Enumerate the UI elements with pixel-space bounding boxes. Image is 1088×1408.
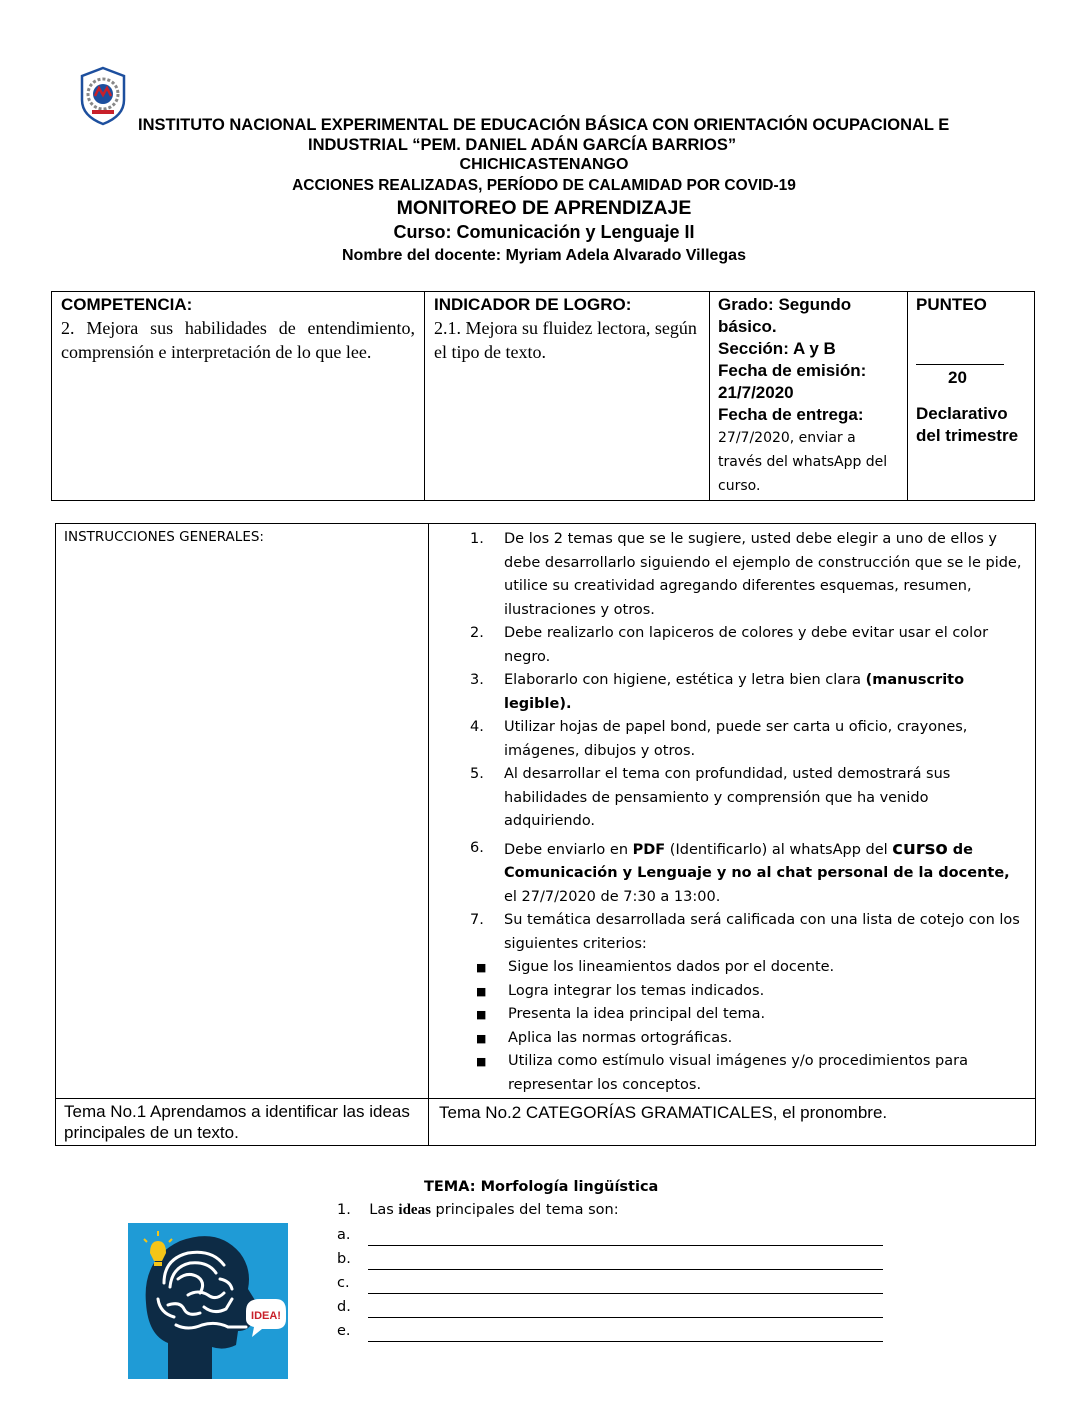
fecha-entrega-text: 27/7/2020, enviar a través del whatsApp del curso. xyxy=(718,430,888,494)
instruction-item: 7. Su temática desarrollada será calificada con una lista de cotejo con los siguientes criterios: xyxy=(470,912,1020,952)
info-table xyxy=(51,291,1035,501)
worksheet-title: TEMA: Morfología lingüística xyxy=(424,1179,659,1195)
indicador-label: INDICADOR DE LOGRO: xyxy=(434,295,632,314)
teacher-name: Nombre del docente: Myriam Adela Alvarado Villegas xyxy=(342,247,746,264)
criteria-bullet: ■ Sigue los lineamientos dados por el docente. xyxy=(476,959,835,975)
tema-1: Tema No.1 Aprendamos a identificar las ideas principales de un texto. xyxy=(56,1099,429,1146)
fecha-emision-value: 21/7/2020 xyxy=(718,383,794,402)
instruction-item: 6. Debe enviarlo en PDF (Identificarlo) al whatsApp del curso de Comunicación y Lenguaje y no al chat personal de la docente, el 27/7/2020 de 7:30 a 13:00. xyxy=(470,837,1010,905)
instruction-item: 1. De los 2 temas que se le sugiere, usted debe elegir a uno de ellos y debe desarrollarlo siguiendo el ejemplo de construcción que se le pide, utilice su creatividad agregando diferentes esquemas, resumen, ilustraciones y otros. xyxy=(470,531,1022,618)
criteria-bullet: ■ Presenta la idea principal del tema. xyxy=(476,1006,766,1022)
institute-name-line1: INSTITUTO NACIONAL EXPERIMENTAL DE EDUCACIÓN BÁSICA CON ORIENTACIÓN OCUPACIONAL E xyxy=(138,116,950,134)
head-idea-illustration xyxy=(128,1223,288,1379)
punteo-cell xyxy=(908,292,1035,501)
grado-cell xyxy=(710,292,908,501)
punteo-value: 20 xyxy=(948,368,967,387)
punteo-blank-line xyxy=(916,344,1004,365)
answer-line-d[interactable]: d. xyxy=(337,1299,887,1323)
idea-bubble-text: IDEA! xyxy=(251,1310,281,1322)
instructions-list-cell xyxy=(429,524,1036,1099)
tema-2: Tema No.2 CATEGORÍAS GRAMATICALES, el pronombre. xyxy=(429,1099,1036,1146)
seccion-text: Sección: A y B xyxy=(718,339,836,358)
answer-line-e[interactable]: e. xyxy=(337,1323,887,1347)
question-1: 1. Las ideas principales del tema son: xyxy=(337,1202,619,1218)
criteria-bullet: ■ Logra integrar los temas indicados. xyxy=(476,982,765,999)
institute-location: CHICHICASTENANGO xyxy=(459,156,629,173)
instruction-item: 3. Elaborarlo con higiene, estética y letra bien clara (manuscrito legible). xyxy=(470,672,965,712)
indicador-cell xyxy=(425,292,710,501)
instructions-table xyxy=(55,523,1036,1146)
course-name: Curso: Comunicación y Lenguaje II xyxy=(393,222,695,242)
competencia-label: COMPETENCIA: xyxy=(61,295,193,314)
instructions-list xyxy=(430,525,1034,1097)
competencia-cell xyxy=(52,292,425,501)
instruction-item: 4. Utilizar hojas de papel bond, puede ser carta u oficio, crayones, imágenes, dibujos y otros. xyxy=(470,719,968,759)
criteria-bullet: ■ Aplica las normas ortográficas. xyxy=(476,1029,733,1046)
criteria-bullet: ■ Utiliza como estímulo visual imágenes y/o procedimientos para representar los conceptos. xyxy=(476,1053,968,1093)
document-title: MONITOREO DE APRENDIZAJE xyxy=(396,197,692,219)
punteo-label: PUNTEO xyxy=(916,295,987,314)
fecha-entrega-label: Fecha de entrega: xyxy=(718,405,864,424)
instruction-item: 2. Debe realizarlo con lapiceros de colores y debe evitar usar el color negro. xyxy=(470,625,989,665)
answer-line-a[interactable]: a. xyxy=(337,1227,887,1251)
institute-name-line2: INDUSTRIAL “PEM. DANIEL ADÁN GARCÍA BARRIOS” xyxy=(308,136,737,154)
school-logo xyxy=(78,66,128,126)
competencia-text: 2. Mejora sus habilidades de entendimiento, comprensión e interpretación de lo que lee. xyxy=(61,318,415,362)
instructions-title: INSTRUCCIONES GENERALES: xyxy=(56,524,429,1099)
fecha-emision-label: Fecha de emisión: xyxy=(718,361,867,380)
answer-line-c[interactable]: c. xyxy=(337,1275,887,1299)
document-context: ACCIONES REALIZADAS, PERÍODO DE CALAMIDAD POR COVID-19 xyxy=(292,177,796,194)
instruction-item: 5. Al desarrollar el tema con profundidad, usted demostrará sus habilidades de pensamiento y comprensión que ha venido adquiriendo. xyxy=(470,766,951,829)
answer-line-b[interactable]: b. xyxy=(337,1251,887,1275)
indicador-text: 2.1. Mejora su fluidez lectora, según el tipo de texto. xyxy=(434,318,697,362)
grado-text: Grado: Segundo básico. xyxy=(718,295,852,336)
punteo-note: Declarativo del trimestre xyxy=(916,404,1019,445)
